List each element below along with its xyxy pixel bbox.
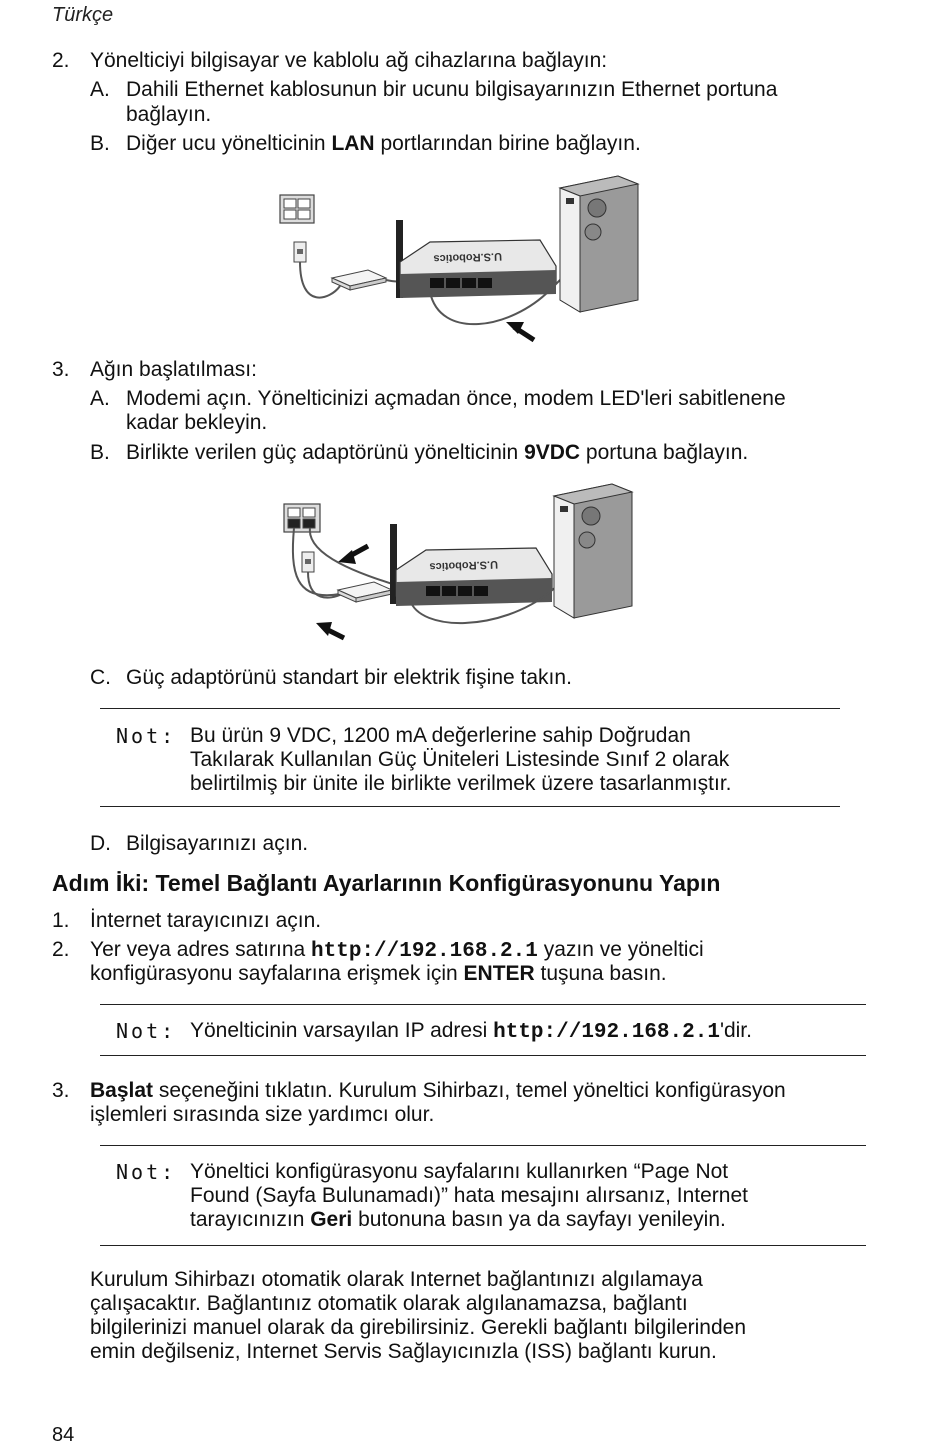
router-brand-label: U.S.Robotics bbox=[433, 250, 503, 265]
page-number: 84 bbox=[52, 1424, 75, 1446]
arrow-icon bbox=[338, 546, 368, 564]
note-divider-bottom bbox=[100, 806, 840, 807]
closing-line4: emin değilseniz, Internet Servis Sağlayıcınızla (ISS) bağlantı kurun. bbox=[90, 1340, 717, 1363]
note-1-line2: Takılarak Kullanılan Güç Üniteleri Listesinde Sınıf 2 olarak bbox=[190, 748, 730, 771]
language-label: Türkçe bbox=[52, 4, 114, 26]
note-1-label: Not: bbox=[116, 724, 177, 748]
computer-tower-icon bbox=[560, 176, 638, 312]
note-3-line3: tarayıcınızın Geri butonuna basın ya da sayfayı yenileyin. bbox=[190, 1208, 726, 1231]
step-3a-line2: kadar bekleyin. bbox=[126, 411, 268, 434]
section2-step-3-line2: işlemleri sırasında size yardımcı olur. bbox=[90, 1103, 435, 1126]
modem-icon bbox=[338, 582, 392, 602]
step-3c: C. Güç adaptörünü standart bir elektrik fişine takın. bbox=[90, 666, 572, 689]
step-2b: B. Diğer ucu yönelticinin LAN portlarından birine bağlayın. bbox=[90, 132, 641, 155]
step-3a-line1: A. Modemi açın. Yönelticinizi açmadan önce, modem LED'leri sabitlenene bbox=[90, 387, 786, 410]
step-3d: D. Bilgisayarınızı açın. bbox=[90, 832, 309, 855]
step-2a-line2: bağlayın. bbox=[126, 103, 212, 126]
note-2-text: Yönelticinin varsayılan IP adresi http://192.168.2.1'dir. bbox=[190, 1019, 752, 1044]
section-heading: Adım İki: Temel Bağlantı Ayarlarının Konfigürasyonunu Yapın bbox=[52, 870, 721, 896]
router-brand-label: U.S.Robotics bbox=[429, 558, 499, 573]
wall-power-outlet-icon bbox=[284, 504, 320, 532]
closing-line1: Kurulum Sihirbazı otomatik olarak Internet bağlantınızı algılamaya bbox=[90, 1268, 703, 1291]
section2-step-3-line1: 3. Başlat seçeneğini tıklatın. Kurulum Sihirbazı, temel yöneltici konfigürasyon bbox=[52, 1079, 786, 1102]
wall-power-outlet-icon bbox=[280, 195, 314, 223]
phone-jack-icon bbox=[302, 552, 314, 572]
note-3-line1: Yöneltici konfigürasyonu sayfalarını kullanırken “Page Not bbox=[190, 1160, 729, 1183]
connection-diagram-2 bbox=[270, 482, 650, 657]
note-3-label: Not: bbox=[116, 1160, 177, 1184]
step-2a-line1: A. Dahili Ethernet kablosunun bir ucunu bilgisayarınızın Ethernet portuna bbox=[90, 78, 778, 101]
closing-line3: bilgilerinizi manuel olarak da girebilirsiniz. Gerekli bağlantı bilgilerinden bbox=[90, 1316, 746, 1339]
note-divider-top bbox=[100, 1145, 866, 1146]
section2-step-2-line1: 2. Yer veya adres satırına http://192.168.2.1 yazın ve yöneltici bbox=[52, 938, 704, 963]
note-divider-bottom bbox=[100, 1245, 866, 1246]
note-divider-top bbox=[100, 708, 840, 709]
step-3b: B. Birlikte verilen güç adaptörünü yönelticinin 9VDC portuna bağlayın. bbox=[90, 441, 749, 464]
note-1-line1: Bu ürün 9 VDC, 1200 mA değerlerine sahip Doğrudan bbox=[190, 724, 691, 747]
note-divider-top bbox=[100, 1004, 866, 1005]
step-2-title: 2. Yönelticiyi bilgisayar ve kablolu ağ cihazlarına bağlayın: bbox=[52, 49, 608, 72]
arrow-icon bbox=[506, 322, 534, 340]
closing-line2: çalışacaktır. Bağlantınız otomatik olarak algılanamazsa, bağlantı bbox=[90, 1292, 688, 1315]
connection-diagram-1 bbox=[270, 170, 650, 350]
arrow-icon bbox=[316, 622, 344, 638]
note-2-label: Not: bbox=[116, 1019, 177, 1043]
router-icon bbox=[396, 220, 556, 298]
note-1-line3: belirtilmiş bir ünite ile birlikte verilmek üzere tasarlanmıştır. bbox=[190, 772, 732, 795]
computer-tower-icon bbox=[554, 484, 632, 618]
note-3-line2: Found (Sayfa Bulunamadı)” hata mesajını alırsanız, Internet bbox=[190, 1184, 748, 1207]
step-3-title: 3. Ağın başlatılması: bbox=[52, 358, 257, 381]
phone-jack-icon bbox=[294, 242, 306, 262]
router-icon bbox=[390, 524, 552, 606]
section2-step-1: 1. İnternet tarayıcınızı açın. bbox=[52, 909, 322, 932]
note-divider-bottom bbox=[100, 1055, 866, 1056]
section2-step-2-line2: konfigürasyonu sayfalarına erişmek için ENTER tuşuna basın. bbox=[90, 962, 667, 985]
